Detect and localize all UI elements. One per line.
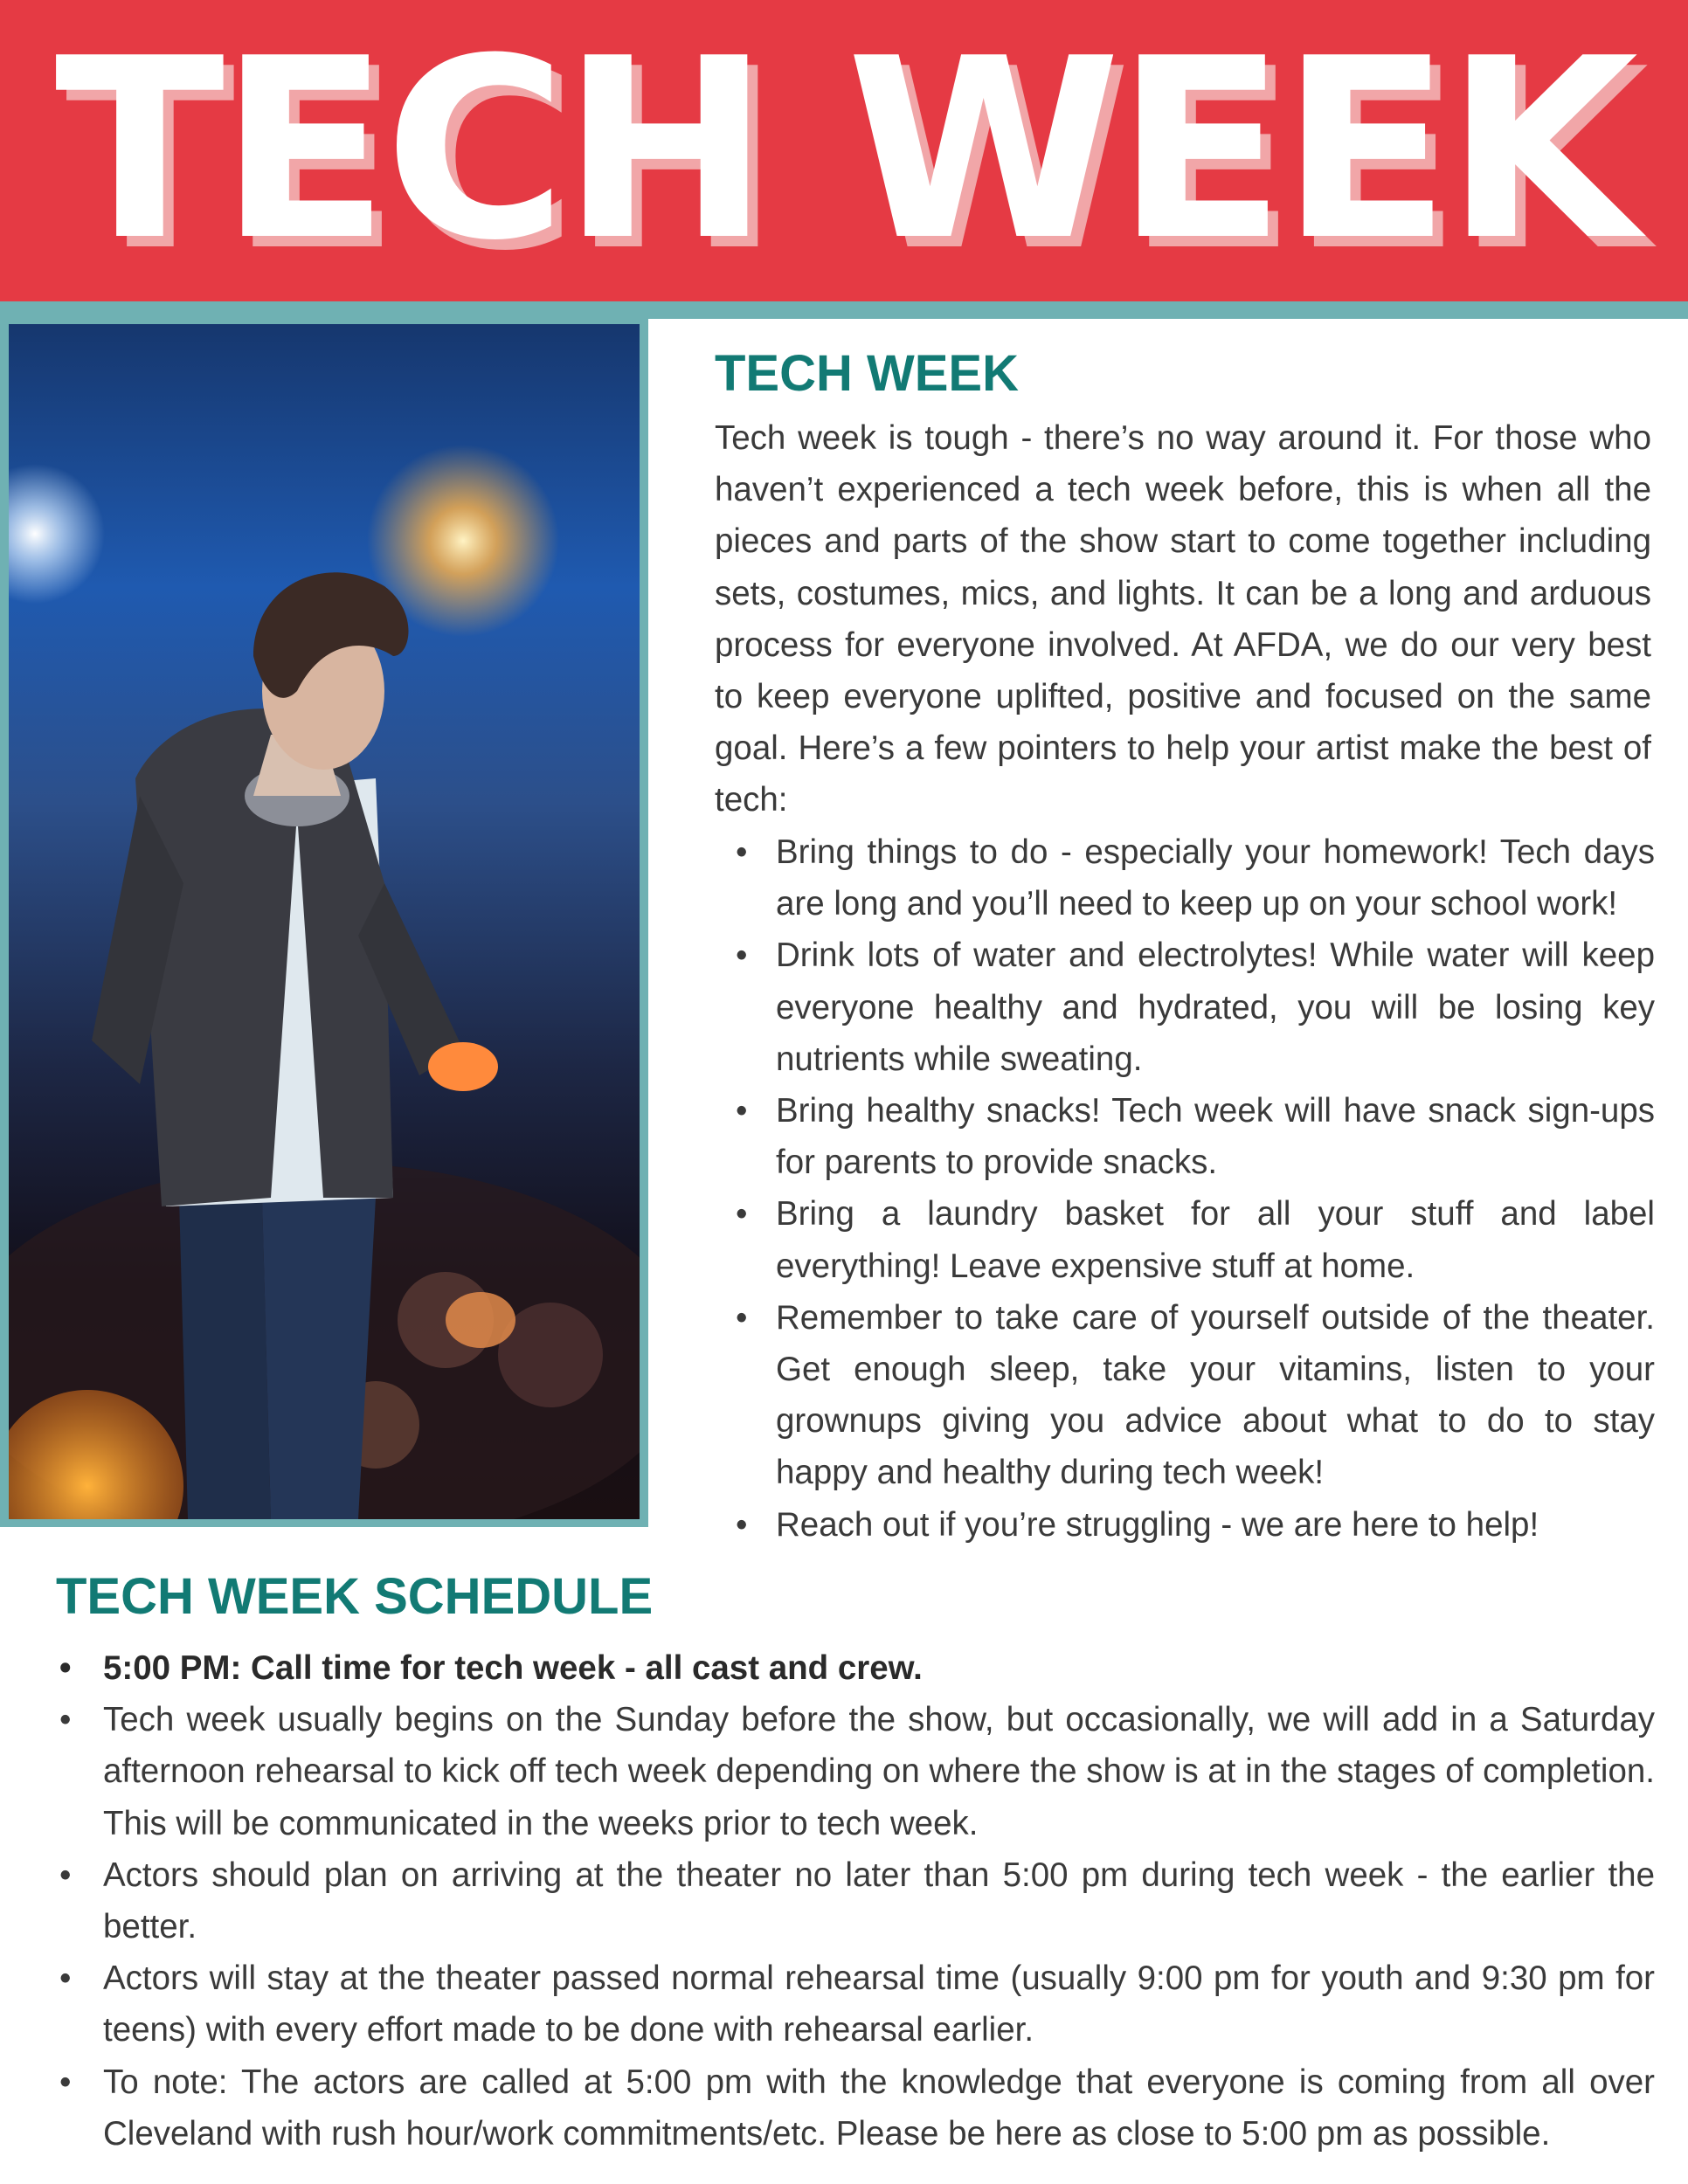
- banner-title: TECH WEEK: [54, 5, 1634, 295]
- bullet-icon: •: [736, 1195, 748, 1234]
- bullet-icon: •: [59, 1701, 72, 1739]
- list-item: [59, 1694, 1655, 1849]
- list-item: [59, 1952, 1655, 2056]
- list-item: [736, 930, 1655, 1085]
- tips-list: [736, 826, 1655, 1551]
- list-item: [736, 1188, 1655, 1291]
- list-item: [736, 1292, 1655, 1499]
- schedule-heading: TECH WEEK SCHEDULE: [56, 1568, 654, 1625]
- schedule-text: 5:00 PM: Call time for tech week - all cast and crew.: [103, 1649, 923, 1687]
- photo-frame: [0, 319, 648, 1527]
- bullet-icon: •: [736, 1505, 748, 1544]
- schedule-text: Actors should plan on arriving at the theater no later than 5:00 pm during tech week - the earlier the better.: [103, 1856, 1655, 1946]
- intro-heading: TECH WEEK: [715, 345, 1019, 402]
- schedule-list: [59, 1642, 1655, 2160]
- list-item: [736, 1499, 1655, 1551]
- intro-paragraph: Tech week is tough - there’s no way around it. For those who haven’t experienced a tech week before, this is when all the pieces and parts of the show start to come together including sets, costumes, mics, and lights. It can be a long and arduous process for everyone involved. At AFDA, we do our very best to keep everyone uplifted, positive and focused on the same goal. Here’s a few pointers to help your artist make the best of tech:: [715, 419, 1651, 819]
- schedule-text: To note: The actors are called at 5:00 pm with the knowledge that everyone is coming from all over Cleveland with rush hour/work commitments/etc. Please be here as close to 5:00 pm as possible.: [103, 2063, 1655, 2153]
- list-item: [59, 2056, 1655, 2160]
- performer-illustration: [9, 324, 640, 1519]
- schedule-text: Actors will stay at the theater passed normal rehearsal time (usually 9:00 pm for youth and 9:30 pm for teens) with every effort made to be done with rehearsal earlier.: [103, 1959, 1655, 2049]
- bullet-icon: •: [59, 1649, 72, 1687]
- performer-photo: [9, 324, 640, 1519]
- tip-text: Bring healthy snacks! Tech week will have snack sign-ups for parents to provide snacks.: [776, 1092, 1655, 1182]
- list-item: [736, 826, 1655, 930]
- bullet-icon: •: [736, 833, 748, 871]
- bullet-icon: •: [59, 1959, 72, 1998]
- bullet-icon: •: [59, 1856, 72, 1894]
- tip-text: Bring a laundry basket for all your stuff and label everything! Leave expensive stuff at home.: [776, 1195, 1655, 1285]
- list-item: [736, 1085, 1655, 1188]
- bullet-icon: •: [59, 2063, 72, 2101]
- tip-text: Reach out if you’re struggling - we are here to help!: [776, 1505, 1539, 1544]
- tip-text: Drink lots of water and electrolytes! While water will keep everyone healthy and hydrated, you will be losing key nutrients while sweating.: [776, 936, 1655, 1078]
- tip-text: Remember to take care of yourself outside of the theater. Get enough sleep, take your vitamins, listen to your grownups giving you advice about what to do to stay happy and healthy during tech week!: [776, 1298, 1655, 1492]
- bullet-icon: •: [736, 1298, 748, 1337]
- tip-text: Bring things to do - especially your homework! Tech days are long and you’ll need to keep up on your school work!: [776, 833, 1655, 923]
- list-item: [59, 1849, 1655, 1952]
- list-item: [59, 1642, 1655, 1694]
- bullet-icon: •: [736, 1092, 748, 1130]
- teal-divider: [0, 301, 1688, 319]
- schedule-text: Tech week usually begins on the Sunday before the show, but occasionally, we will add in a Saturday afternoon rehearsal to kick off tech week depending on where the show is at in the stages of completion. This will be communicated in the weeks prior to tech week.: [103, 1701, 1655, 1842]
- bullet-icon: •: [736, 936, 748, 975]
- title-banner: [0, 0, 1688, 301]
